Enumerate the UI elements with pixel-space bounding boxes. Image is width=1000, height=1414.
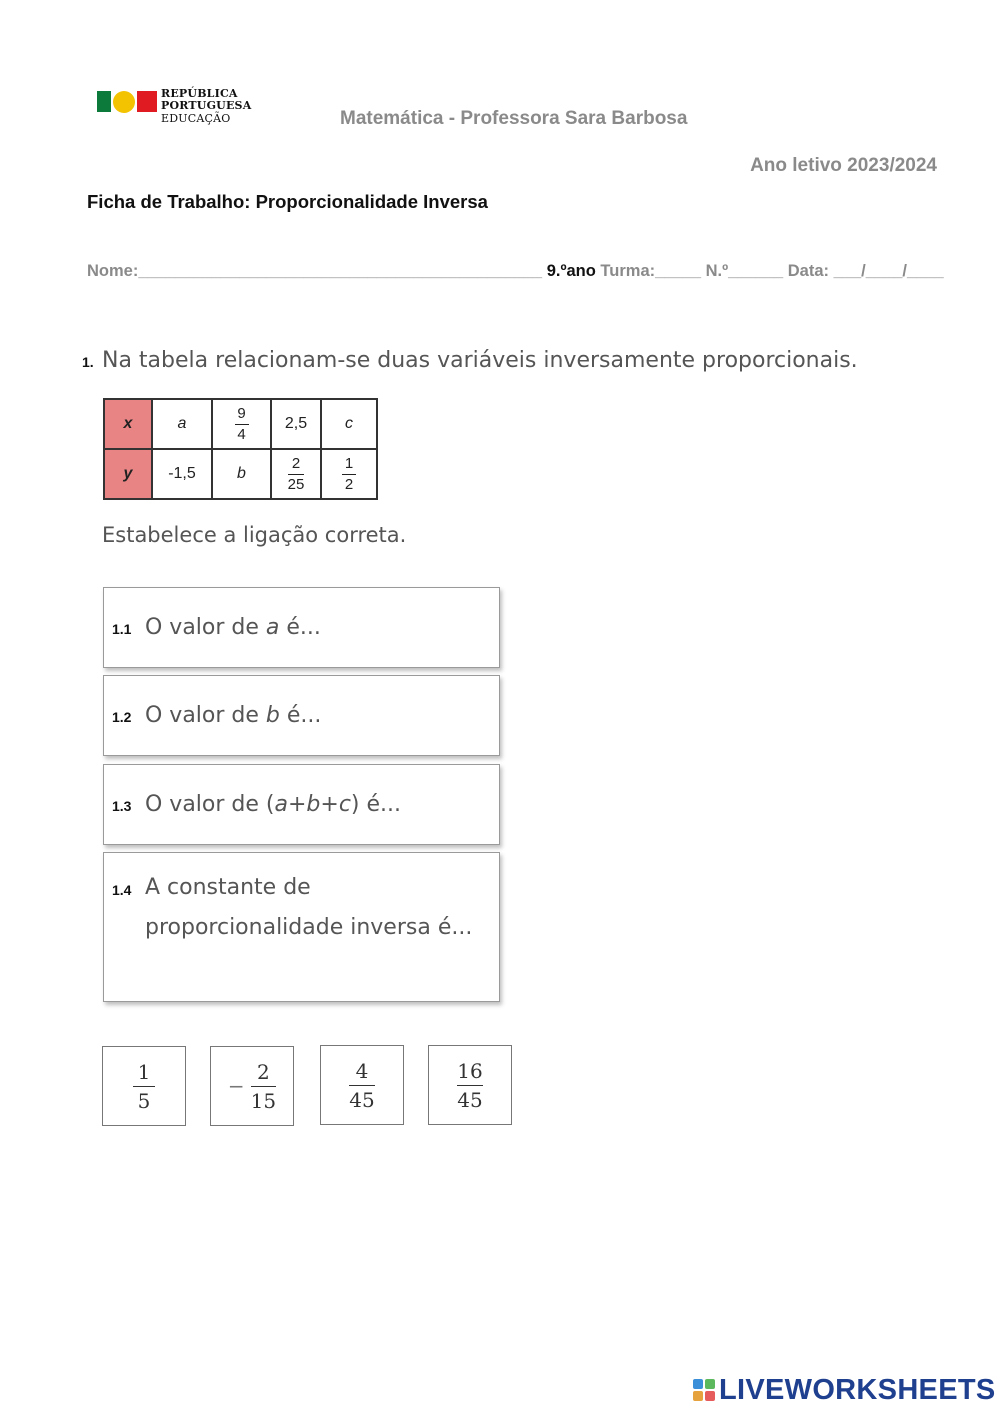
answer-option-2[interactable] (210, 1046, 294, 1126)
prompt-box-1-4[interactable] (103, 852, 500, 1002)
proportionality-table (103, 398, 378, 500)
fraction-bar (349, 1085, 374, 1086)
fraction-bar (457, 1085, 482, 1086)
liveworksheets-icon (693, 1379, 715, 1401)
cell-x-3: 2,5 (271, 399, 321, 449)
numerator: 1 (344, 454, 354, 472)
prompt-text: O valor de (a+b+c) é... (145, 792, 402, 817)
class-number-date-fields[interactable]: Turma:_____ N.º______ Data: ___/____/____ (600, 262, 944, 280)
prompt-number: 1.3 (112, 798, 132, 814)
prompt-number: 1.4 (112, 882, 132, 898)
logo-text-republica: REPÚBLICA (161, 87, 238, 100)
fraction-bar (251, 1086, 276, 1087)
denominator: 45 (457, 1087, 483, 1112)
prompt-text: A constante de proporcionalidade inversa é... (145, 875, 473, 940)
cell-y-2: b (212, 449, 271, 499)
fraction-bar (133, 1086, 155, 1087)
grade-label: 9.ºano (546, 262, 596, 280)
fraction (288, 455, 305, 494)
prompt-number: 1.2 (112, 709, 132, 725)
numerator: 16 (457, 1058, 483, 1083)
prompt-box-1-3[interactable] (103, 764, 500, 845)
table-row-y (104, 449, 377, 499)
numerator: 9 (237, 404, 246, 422)
cell-y-3 (271, 449, 321, 499)
prompt-box-1-1[interactable] (103, 587, 500, 668)
fraction (349, 1058, 374, 1113)
liveworksheets-logo[interactable] (693, 1374, 996, 1406)
fraction (133, 1059, 155, 1114)
denominator: 25 (287, 475, 305, 493)
fraction (251, 1059, 276, 1114)
numerator: 4 (355, 1058, 369, 1083)
fraction (342, 455, 356, 494)
name-field[interactable]: Nome:____________________________________________ (87, 262, 543, 280)
fraction (457, 1058, 482, 1113)
cell-y-1: -1,5 (152, 449, 212, 499)
cell-x-1: a (152, 399, 212, 449)
flag-yellow-circle (113, 91, 135, 113)
instruction-text: Estabelece a ligação correta. (102, 523, 407, 547)
school-line: Matemática - Professora Sara Barbosa (340, 108, 688, 129)
denominator: 45 (349, 1087, 375, 1112)
fraction-bar (288, 474, 305, 475)
fraction-bar (342, 474, 356, 475)
numerator: 2 (257, 1059, 270, 1084)
school-year: Ano letivo 2023/2024 (750, 155, 937, 176)
numerator: 2 (291, 454, 301, 472)
question-text: Na tabela relacionam-se duas variáveis inversamente proporcionais. (102, 348, 858, 373)
prompt-number: 1.1 (112, 621, 132, 637)
question-number: 1. (82, 354, 94, 370)
denominator: 2 (344, 475, 354, 493)
cell-y-4 (321, 449, 377, 499)
prompt-box-1-2[interactable] (103, 675, 500, 756)
prompt-text: O valor de a é... (145, 615, 321, 640)
flag-green-block (97, 91, 111, 112)
cell-x-2 (212, 399, 271, 449)
denominator: 15 (250, 1088, 277, 1113)
sheet-title: Ficha de Trabalho: Proporcionalidade Inversa (87, 191, 488, 212)
logo-text-portuguesa: PORTUGUESA (161, 99, 252, 112)
denominator: 5 (137, 1088, 151, 1113)
row-label-y: y (104, 449, 152, 499)
fraction (235, 405, 249, 444)
republica-portuguesa-logo (97, 88, 257, 128)
minus-sign: − (227, 1074, 245, 1098)
answer-option-4[interactable] (428, 1045, 512, 1125)
denominator: 4 (237, 425, 246, 443)
cell-x-4: c (321, 399, 377, 449)
table-row-x (104, 399, 377, 449)
prompt-text: O valor de b é... (145, 703, 322, 728)
flag-red-block (137, 91, 157, 112)
logo-text-educacao: EDUCAÇÃO (161, 112, 231, 125)
brand-text: LIVEWORKSHEETS (719, 1373, 996, 1406)
fraction-bar (235, 424, 249, 425)
answer-option-1[interactable] (102, 1046, 186, 1126)
answer-option-3[interactable] (320, 1045, 404, 1125)
numerator: 1 (137, 1059, 151, 1084)
student-info-line (87, 262, 944, 281)
row-label-x: x (104, 399, 152, 449)
